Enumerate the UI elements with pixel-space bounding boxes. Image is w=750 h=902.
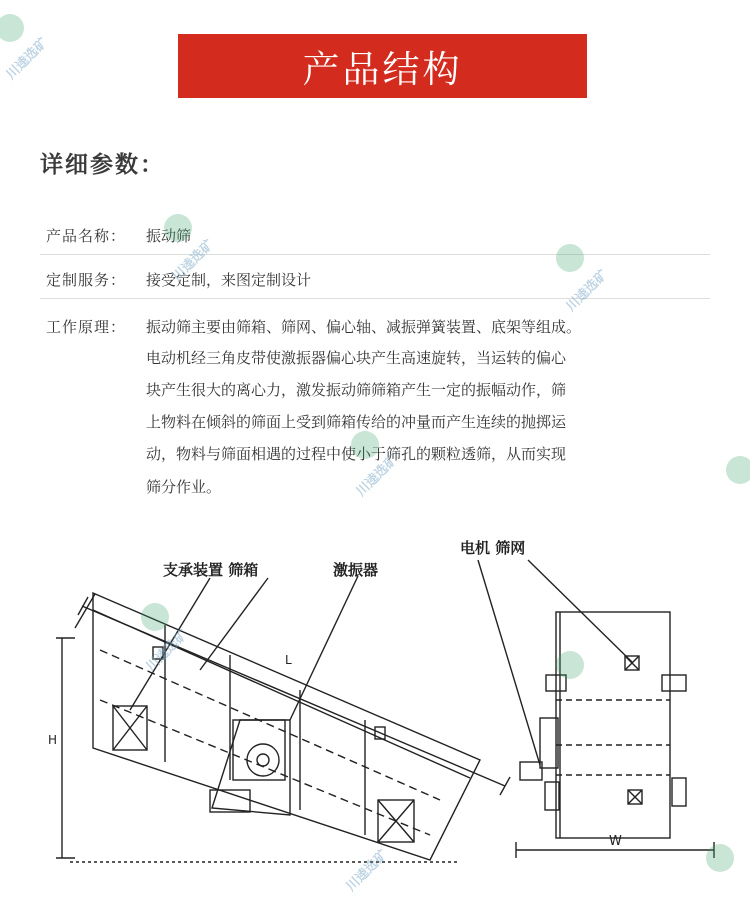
motor-front xyxy=(520,762,542,780)
dim-H-label: H xyxy=(48,733,58,747)
watermark-text: 川逵选矿 xyxy=(343,847,392,895)
label-motor-screen: 电机 筛网 xyxy=(460,539,526,557)
param-value: 接受定制，来图定制设计 xyxy=(146,271,312,289)
screen-box-front xyxy=(556,612,670,838)
dim-L-label: L xyxy=(285,653,292,667)
dim-W-label: W xyxy=(609,834,622,849)
exciter-wheel xyxy=(247,744,279,776)
exciter-housing xyxy=(233,720,285,780)
banner-title: 产品结构 xyxy=(302,48,463,91)
principle-line: 动，物料与筛面相遇的过程中使小于筛孔的颗粒透筛，从而实现 xyxy=(146,445,567,463)
param-value: 振动筛主要由筛箱、筛网、偏心轴、减振弹簧装置、底架等组成。 xyxy=(146,318,582,336)
label-exciter: 激振器 xyxy=(333,561,379,579)
section-title: 详细参数： xyxy=(40,152,165,178)
exciter-side xyxy=(540,718,558,768)
param-label: 定制服务： xyxy=(46,271,127,289)
principle-line: 上物料在倾斜的筛面上受到筛箱传给的冲量而产生连续的抛掷运 xyxy=(146,413,567,431)
spring-front xyxy=(545,782,559,810)
side-bracket xyxy=(662,675,686,691)
param-value: 振动筛 xyxy=(146,227,192,245)
principle-line: 电动机经三角皮带使激振器偏心块产生高速旋转，当运转的偏心 xyxy=(146,349,567,367)
screen-box-outline xyxy=(93,593,480,860)
watermark-text: 川逵选矿 xyxy=(169,237,218,285)
param-label: 产品名称： xyxy=(46,227,127,245)
principle-line: 块产生很大的离心力，激发振动筛筛箱产生一定的振幅动作，筛 xyxy=(146,381,567,399)
label-support-box: 支承装置 筛箱 xyxy=(163,561,259,579)
principle-line: 筛分作业。 xyxy=(146,478,222,496)
watermark-text: 川逵选矿 xyxy=(3,35,52,83)
watermark-text: 川逵选矿 xyxy=(353,452,402,500)
param-label: 工作原理： xyxy=(46,318,127,336)
spring-front xyxy=(672,778,686,806)
watermark-text: 川逵选矿 xyxy=(143,627,192,675)
watermark-text: 川逵选矿 xyxy=(563,267,612,315)
